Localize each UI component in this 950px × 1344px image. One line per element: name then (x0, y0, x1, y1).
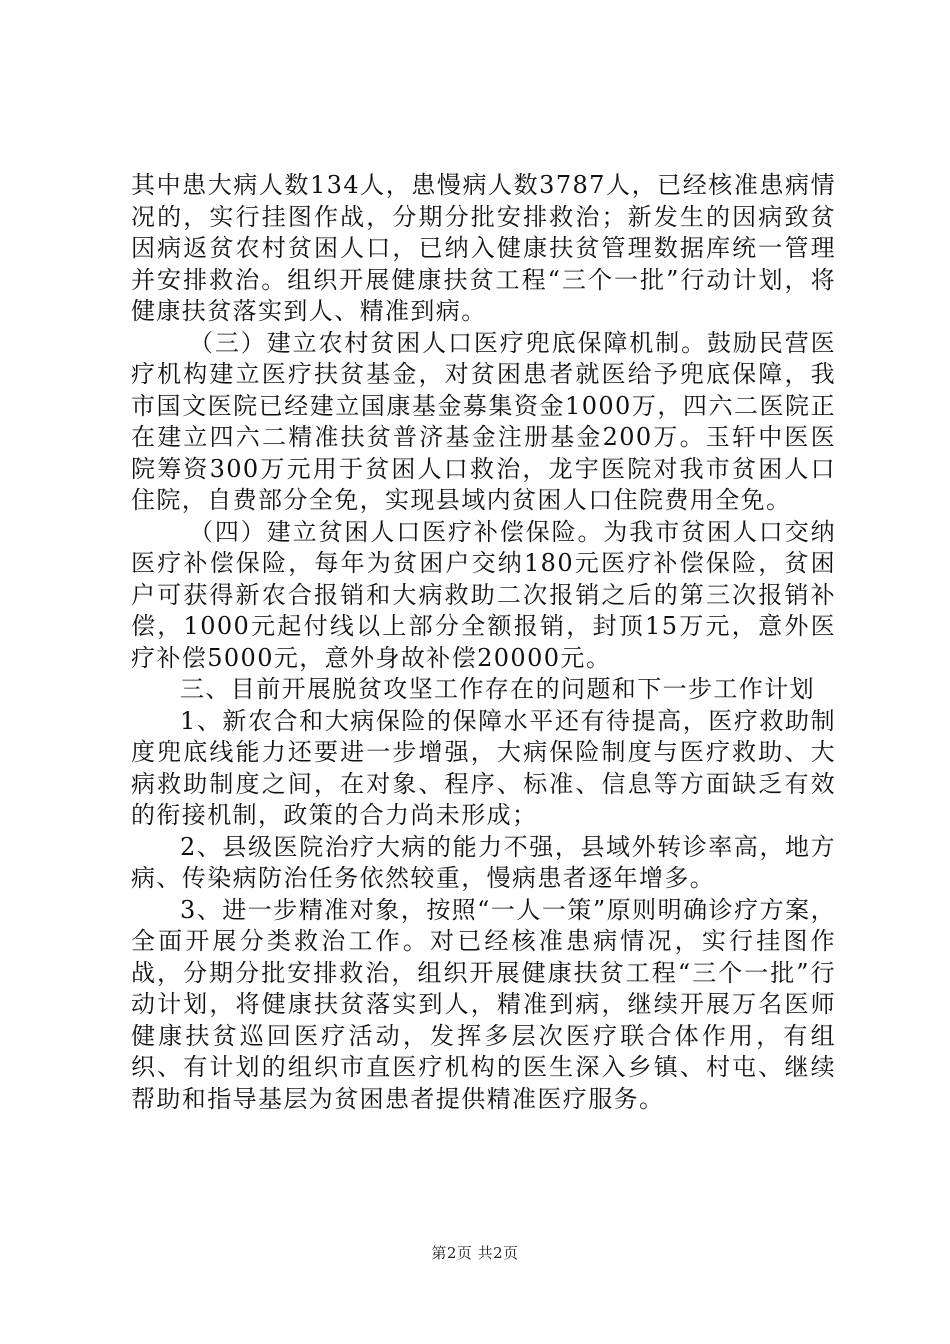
paragraph-item-2: 2、县级医院治疗大病的能力不强，县域外转诊率高，地方病、传染病防治任务依然较重，慢病患者逐年增多。 (131, 832, 836, 892)
heading-problems-and-plan: 三、目前开展脱贫攻坚工作存在的问题和下一步工作计划 (180, 675, 815, 703)
page-number-footer: 第2页 共2页 (431, 1244, 519, 1262)
paragraph-continuation: 其中患大病人数134人，患慢病人数3787人，已经核准患病情况的，实行挂图作战，分期分批安排救治；新发生的因病致贫因病返贫农村贫困人口，已纳入健康扶贫管理数据库统一管理并安排救治。组织开展健康扶贫工程“三个一批”行动计划，将健康扶贫落实到人、精准到病。 (131, 171, 836, 325)
document-body (131, 170, 836, 1115)
paragraph-section-four: （四）建立贫困人口医疗补偿保险。为我市贫困人口交纳医疗补偿保险，每年为贫困户交纳180元医疗补偿保险，贫困户可获得新农合报销和大病救助二次报销之后的第三次报销补偿，1000元起付线以上部分全额报销，封顶15万元，意外医疗补偿5000元，意外身故补偿20000元。 (131, 517, 836, 672)
paragraph-section-three: （三）建立农村贫困人口医疗兜底保障机制。鼓励民营医疗机构建立医疗扶贫基金，对贫困患者就医给予兜底保障，我市国文医院已经建立国康基金募集资金1000万，四六二医院正在建立四六二精准扶贫普济基金注册基金200万。玉轩中医医院筹资300万元用于贫困人口救治，龙宇医院对我市贫困人口住院，自费部分全免，实现县域内贫困人口住院费用全免。 (131, 328, 836, 514)
paragraph-item-1: 1、新农合和大病保险的保障水平还有待提高，医疗救助制度兜底线能力还要进一步增强，大病保险制度与医疗救助、大病救助制度之间，在对象、程序、标准、信息等方面缺乏有效的衔接机制，政策的合力尚未形成； (131, 706, 836, 829)
paragraph-item-3: 3、进一步精准对象，按照“一人一策”原则明确诊疗方案，全面开展分类救治工作。对已经核准患病情况，实行挂图作战，分期分批安排救治，组织开展健康扶贫工程“三个一批”行动计划，将健康扶贫落实到人，精准到病，继续开展万名医师健康扶贫巡回医疗活动，发挥多层次医疗联合体作用，有组织、有计划的组织市直医疗机构的医生深入乡镇、村屯、继续帮助和指导基层为贫困患者提供精准医疗服务。 (131, 895, 836, 1113)
